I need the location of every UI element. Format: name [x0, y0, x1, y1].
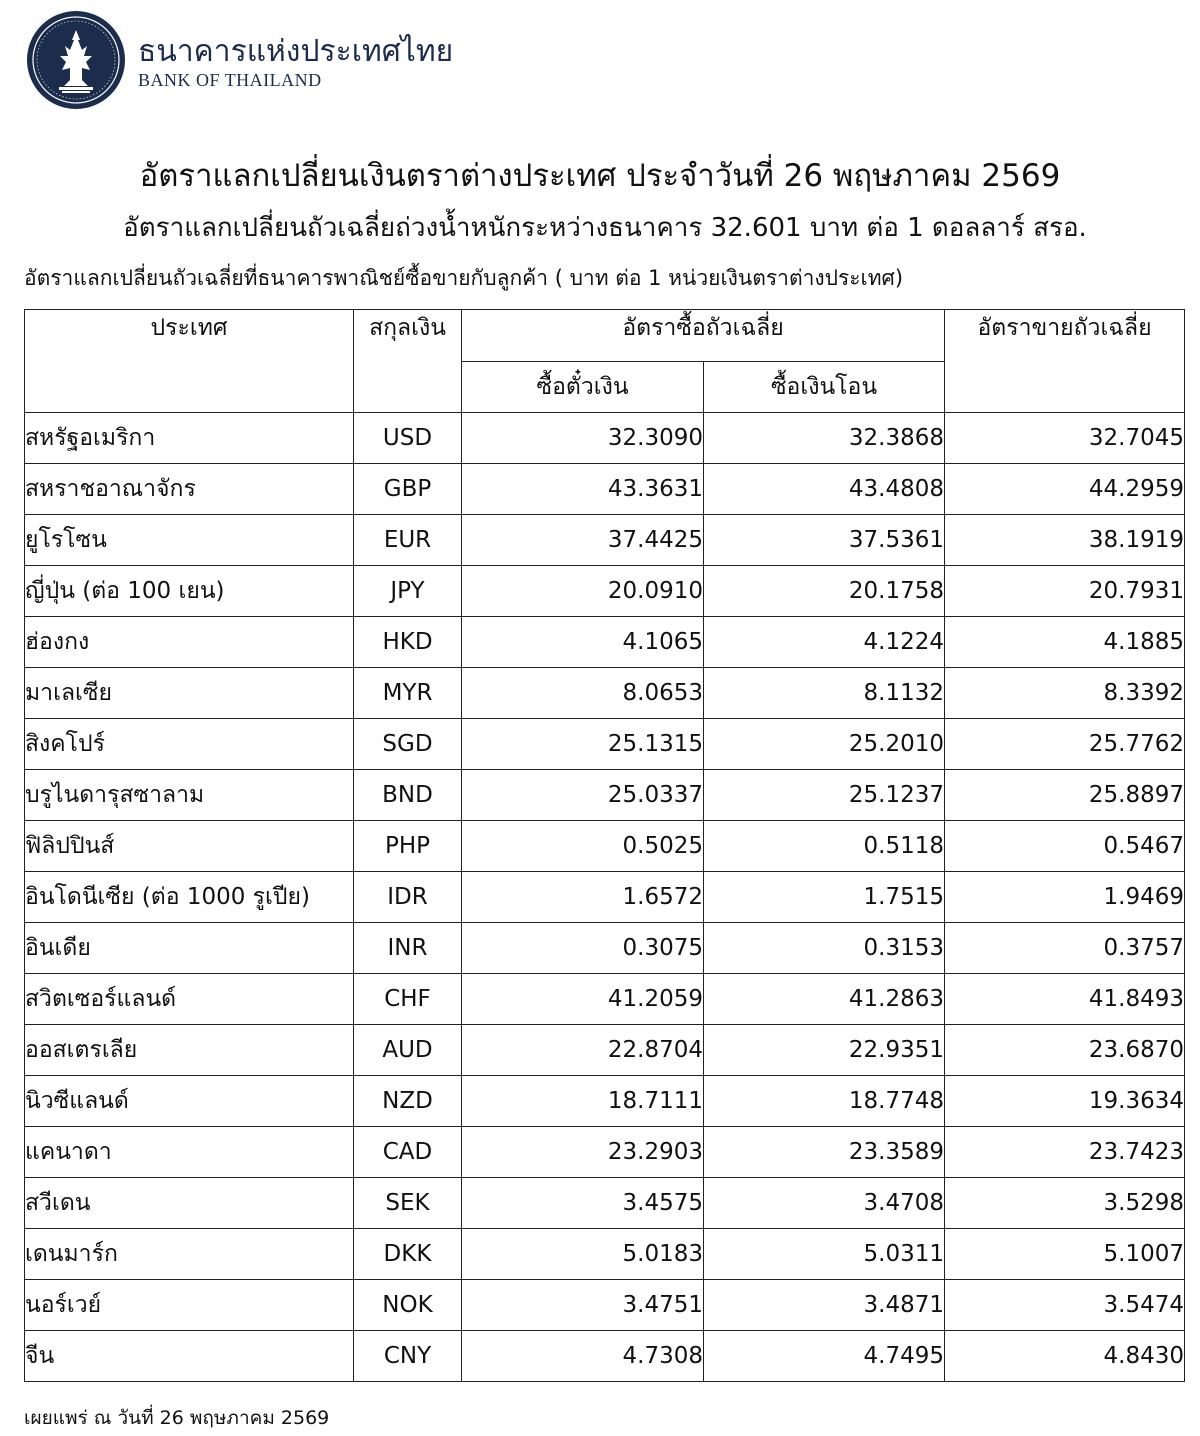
- table-row: [25, 1229, 1185, 1280]
- buy-notes-rate-cell: 0.5025: [462, 821, 704, 872]
- sell-rate-cell: 20.7931: [945, 566, 1185, 617]
- page-title: อัตราแลกเปลี่ยนเงินตราต่างประเทศ ประจำวันที่ 26 พฤษภาคม 2569: [139, 158, 1061, 194]
- table-row: [25, 464, 1185, 515]
- table-row: [25, 821, 1185, 872]
- buy-notes-rate-cell: 25.0337: [462, 770, 704, 821]
- buy-notes-rate-cell: 18.7111: [462, 1076, 704, 1127]
- buy-transfer-rate-cell: 23.3589: [704, 1127, 945, 1178]
- buy-transfer-rate-cell: 3.4708: [704, 1178, 945, 1229]
- buy-transfer-rate-cell: 32.3868: [704, 413, 945, 464]
- currency-code-cell: USD: [354, 413, 462, 464]
- country-cell: ออสเตรเลีย: [25, 1025, 354, 1076]
- table-row: [25, 719, 1185, 770]
- table-row: [25, 770, 1185, 821]
- sell-rate-cell: 19.3634: [945, 1076, 1185, 1127]
- buy-notes-rate-cell: 5.0183: [462, 1229, 704, 1280]
- exchange-rate-table: [24, 309, 1185, 1382]
- currency-code-cell: CAD: [354, 1127, 462, 1178]
- sell-rate-cell: 0.3757: [945, 923, 1185, 974]
- table-row: [25, 617, 1185, 668]
- country-cell: นิวซีแลนด์: [25, 1076, 354, 1127]
- table-row: [25, 923, 1185, 974]
- currency-code-cell: NOK: [354, 1280, 462, 1331]
- bank-name-english: BANK OF THAILAND: [138, 70, 322, 90]
- currency-code-cell: DKK: [354, 1229, 462, 1280]
- sell-rate-cell: 32.7045: [945, 413, 1185, 464]
- sell-rate-cell: 3.5474: [945, 1280, 1185, 1331]
- sell-rate-cell: 1.9469: [945, 872, 1185, 923]
- buy-transfer-rate-cell: 3.4871: [704, 1280, 945, 1331]
- country-cell: สวิตเซอร์แลนด์: [25, 974, 354, 1025]
- buy-notes-rate-cell: 22.8704: [462, 1025, 704, 1076]
- buy-transfer-rate-cell: 5.0311: [704, 1229, 945, 1280]
- buy-transfer-rate-cell: 20.1758: [704, 566, 945, 617]
- buy-notes-rate-cell: 4.1065: [462, 617, 704, 668]
- sell-rate-cell: 44.2959: [945, 464, 1185, 515]
- country-cell: ฮ่องกง: [25, 617, 354, 668]
- table-row: [25, 1331, 1185, 1382]
- buy-notes-rate-cell: 3.4575: [462, 1178, 704, 1229]
- currency-code-cell: BND: [354, 770, 462, 821]
- buy-transfer-rate-cell: 18.7748: [704, 1076, 945, 1127]
- currency-code-cell: CHF: [354, 974, 462, 1025]
- sell-rate-cell: 5.1007: [945, 1229, 1185, 1280]
- country-cell: สวีเดน: [25, 1178, 354, 1229]
- table-row: [25, 566, 1185, 617]
- sell-rate-cell: 0.5467: [945, 821, 1185, 872]
- header-buying-notes: ซื้อตั๋วเงิน: [462, 362, 704, 413]
- table-row: [25, 668, 1185, 719]
- currency-code-cell: MYR: [354, 668, 462, 719]
- table-row: [25, 1178, 1185, 1229]
- buy-transfer-rate-cell: 22.9351: [704, 1025, 945, 1076]
- buy-notes-rate-cell: 4.7308: [462, 1331, 704, 1382]
- buy-transfer-rate-cell: 25.1237: [704, 770, 945, 821]
- buy-notes-rate-cell: 37.4425: [462, 515, 704, 566]
- country-cell: อินโดนีเซีย (ต่อ 1000 รูเปีย): [25, 872, 354, 923]
- buy-notes-rate-cell: 0.3075: [462, 923, 704, 974]
- country-cell: แคนาดา: [25, 1127, 354, 1178]
- country-cell: จีน: [25, 1331, 354, 1382]
- country-cell: นอร์เวย์: [25, 1280, 354, 1331]
- header-buying-average: อัตราซื้อถัวเฉลี่ย: [462, 310, 945, 362]
- header-buying-transfer: ซื้อเงินโอน: [704, 362, 945, 413]
- table-row: [25, 1127, 1185, 1178]
- country-cell: ญี่ปุ่น (ต่อ 100 เยน): [25, 566, 354, 617]
- buy-transfer-rate-cell: 4.1224: [704, 617, 945, 668]
- buy-transfer-rate-cell: 41.2863: [704, 974, 945, 1025]
- garuda-seal-icon: [26, 10, 126, 110]
- table-row: [25, 515, 1185, 566]
- table-header: [25, 310, 1185, 413]
- buy-transfer-rate-cell: 0.5118: [704, 821, 945, 872]
- buy-transfer-rate-cell: 1.7515: [704, 872, 945, 923]
- buy-transfer-rate-cell: 37.5361: [704, 515, 945, 566]
- table-caption: อัตราแลกเปลี่ยนถัวเฉลี่ยที่ธนาคารพาณิชย์ซื้อขายกับลูกค้า ( บาท ต่อ 1 หน่วยเงินตราต่างประเทศ): [24, 266, 904, 290]
- table-body: [25, 413, 1185, 1382]
- country-cell: ยูโรโซน: [25, 515, 354, 566]
- country-cell: สิงคโปร์: [25, 719, 354, 770]
- buy-notes-rate-cell: 32.3090: [462, 413, 704, 464]
- buy-transfer-rate-cell: 25.2010: [704, 719, 945, 770]
- currency-code-cell: SGD: [354, 719, 462, 770]
- header-currency: สกุลเงิน: [354, 310, 462, 413]
- buy-notes-rate-cell: 43.3631: [462, 464, 704, 515]
- sell-rate-cell: 23.7423: [945, 1127, 1185, 1178]
- country-cell: บรูไนดารุสซาลาม: [25, 770, 354, 821]
- table-row: [25, 413, 1185, 464]
- currency-code-cell: AUD: [354, 1025, 462, 1076]
- country-cell: ฟิลิปปินส์: [25, 821, 354, 872]
- buy-transfer-rate-cell: 0.3153: [704, 923, 945, 974]
- buy-notes-rate-cell: 20.0910: [462, 566, 704, 617]
- table-row: [25, 872, 1185, 923]
- country-cell: อินเดีย: [25, 923, 354, 974]
- sell-rate-cell: 4.8430: [945, 1331, 1185, 1382]
- header-country: ประเทศ: [25, 310, 354, 413]
- buy-notes-rate-cell: 25.1315: [462, 719, 704, 770]
- buy-notes-rate-cell: 8.0653: [462, 668, 704, 719]
- sell-rate-cell: 25.8897: [945, 770, 1185, 821]
- table-row: [25, 1076, 1185, 1127]
- buy-notes-rate-cell: 23.2903: [462, 1127, 704, 1178]
- country-cell: สหราชอาณาจักร: [25, 464, 354, 515]
- table-row: [25, 1025, 1185, 1076]
- published-date: เผยแพร่ ณ วันที่ 26 พฤษภาคม 2569: [24, 1407, 330, 1429]
- sell-rate-cell: 25.7762: [945, 719, 1185, 770]
- country-cell: เดนมาร์ก: [25, 1229, 354, 1280]
- currency-code-cell: INR: [354, 923, 462, 974]
- currency-code-cell: EUR: [354, 515, 462, 566]
- buy-transfer-rate-cell: 8.1132: [704, 668, 945, 719]
- currency-code-cell: HKD: [354, 617, 462, 668]
- bank-header: [26, 10, 626, 110]
- currency-code-cell: IDR: [354, 872, 462, 923]
- currency-code-cell: PHP: [354, 821, 462, 872]
- sell-rate-cell: 23.6870: [945, 1025, 1185, 1076]
- country-cell: สหรัฐอเมริกา: [25, 413, 354, 464]
- currency-code-cell: JPY: [354, 566, 462, 617]
- currency-code-cell: CNY: [354, 1331, 462, 1382]
- buy-notes-rate-cell: 41.2059: [462, 974, 704, 1025]
- buy-notes-rate-cell: 1.6572: [462, 872, 704, 923]
- sell-rate-cell: 3.5298: [945, 1178, 1185, 1229]
- header-selling-average: อัตราขายถัวเฉลี่ย: [945, 310, 1185, 413]
- sell-rate-cell: 4.1885: [945, 617, 1185, 668]
- bank-name-thai: ธนาคารแห่งประเทศไทย: [138, 34, 454, 69]
- country-cell: มาเลเซีย: [25, 668, 354, 719]
- sell-rate-cell: 41.8493: [945, 974, 1185, 1025]
- sell-rate-cell: 38.1919: [945, 515, 1185, 566]
- currency-code-cell: GBP: [354, 464, 462, 515]
- sell-rate-cell: 8.3392: [945, 668, 1185, 719]
- interbank-rate-subtitle: อัตราแลกเปลี่ยนถัวเฉลี่ยถ่วงน้ำหนักระหว่างธนาคาร 32.601 บาท ต่อ 1 ดอลลาร์ สรอ.: [123, 213, 1087, 243]
- currency-code-cell: NZD: [354, 1076, 462, 1127]
- table-row: [25, 974, 1185, 1025]
- buy-notes-rate-cell: 3.4751: [462, 1280, 704, 1331]
- buy-transfer-rate-cell: 43.4808: [704, 464, 945, 515]
- currency-code-cell: SEK: [354, 1178, 462, 1229]
- buy-transfer-rate-cell: 4.7495: [704, 1331, 945, 1382]
- table-row: [25, 1280, 1185, 1331]
